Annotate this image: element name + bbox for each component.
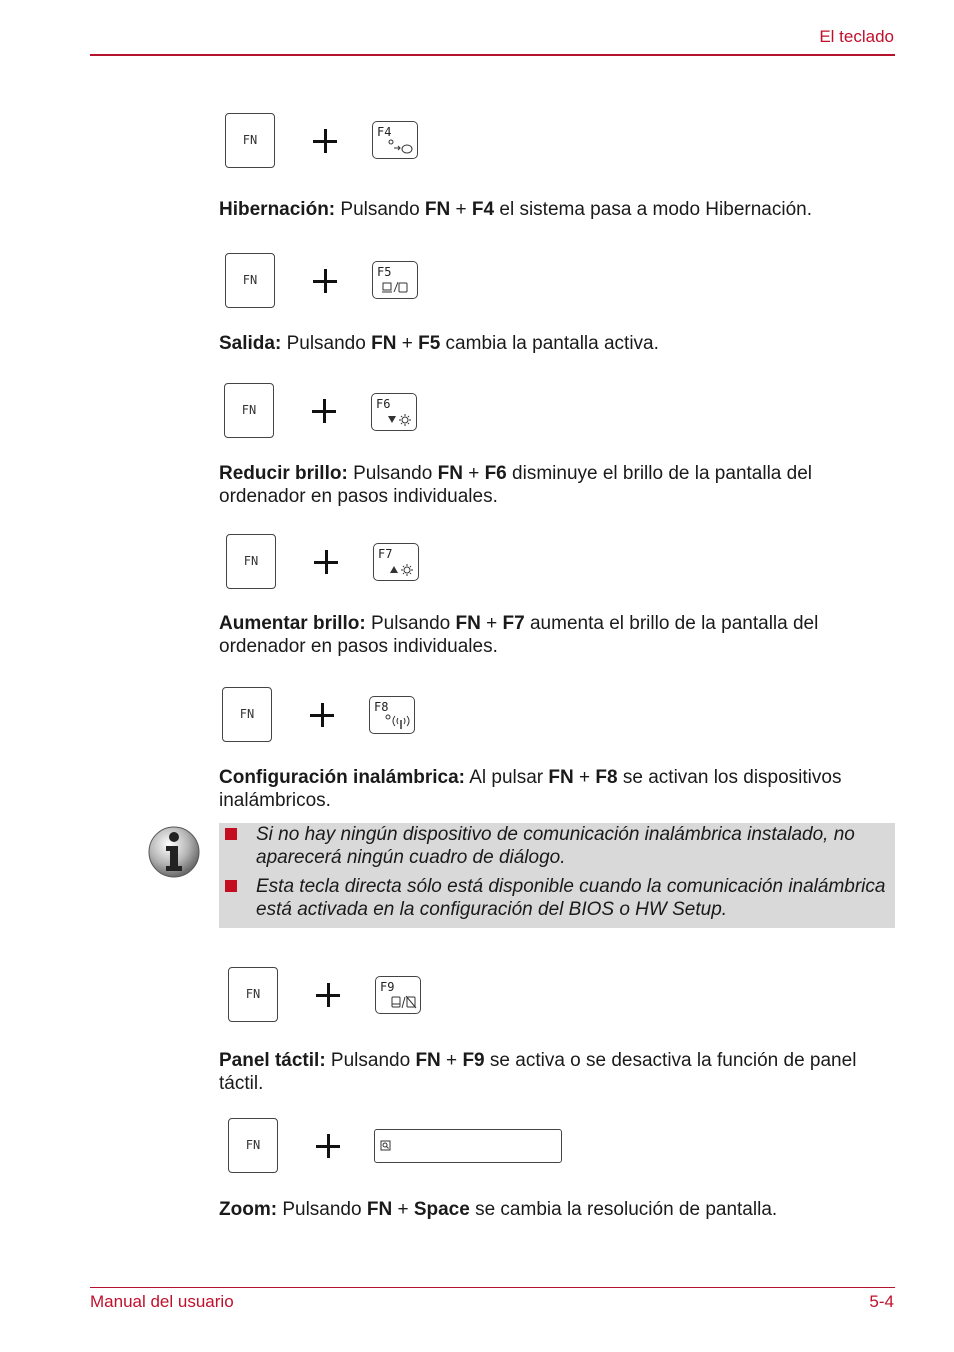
plus-icon [316, 983, 340, 1007]
f6-key-label: F6 [376, 397, 391, 411]
fn-key-label: FN [245, 987, 261, 1001]
note-box [219, 823, 895, 928]
note-text: Esta tecla directa sólo está disponible cuando la comunicación inalámbrica está activada en la configuración del BIOS o HW Setup. [256, 876, 886, 920]
info-icon [147, 825, 201, 879]
note-text: Si no hay ningún dispositivo de comunicación inalámbrica instalado, no aparecerá ningún cuadro de diálogo. [256, 824, 855, 868]
plus-icon [313, 129, 337, 153]
fn-key [224, 383, 274, 438]
display-switch-icon [377, 279, 413, 295]
fn-key-label: FN [241, 403, 257, 417]
term: Panel táctil: [219, 1050, 326, 1071]
fn-key [225, 113, 275, 168]
f9-key-label: F9 [380, 980, 395, 994]
wireless-icon [385, 714, 411, 730]
paragraph-configuracion-inalambrica: Configuración inalámbrica: Al pulsar FN + F8 se activan los dispositivos inalámbricos. [219, 767, 842, 811]
term: Configuración inalámbrica: [219, 767, 465, 788]
fn-key-label: FN [242, 273, 258, 287]
term: Aumentar brillo: [219, 613, 366, 634]
fn-key [225, 253, 275, 308]
term: Hibernación: [219, 199, 336, 220]
paragraph-salida: Salida: Pulsando FN + F5 cambia la pantalla activa. [219, 333, 659, 354]
paragraph-reducir-brillo: Reducir brillo: Pulsando FN + F6 disminuye el brillo de la pantalla del ordenador en pasos individuales. [219, 463, 812, 507]
fn-key-label: FN [243, 554, 259, 568]
term: Zoom: [219, 1199, 278, 1220]
plus-icon [310, 703, 334, 727]
fn-key-label: FN [245, 1138, 261, 1152]
paragraph-zoom: Zoom: Pulsando FN + Space se cambia la resolución de pantalla. [219, 1199, 778, 1220]
f5-key-label: F5 [377, 265, 392, 279]
f6-key [371, 393, 417, 431]
f8-key [369, 696, 415, 734]
plus-icon [316, 1134, 340, 1158]
fn-key-label: FN [239, 707, 255, 721]
f5-key [372, 261, 418, 299]
f7-key [373, 543, 419, 581]
f8-key-label: F8 [374, 700, 389, 714]
hibernate-icon [388, 139, 414, 155]
plus-icon [312, 399, 336, 423]
paragraph-hibernacion: Hibernación: Pulsando FN + F4 el sistema pasa a modo Hibernación. [219, 199, 812, 220]
header-rule [90, 54, 895, 56]
paragraph-aumentar-brillo: Aumentar brillo: Pulsando FN + F7 aumenta el brillo de la pantalla del ordenador en pasos individuales. [219, 613, 819, 657]
header-title: El teclado [819, 27, 894, 46]
footer-manual-title: Manual del usuario [90, 1292, 234, 1311]
term: Reducir brillo: [219, 463, 348, 484]
bullet-square [225, 828, 237, 840]
term: Salida: [219, 333, 282, 354]
f9-key [375, 976, 421, 1014]
fn-key [222, 687, 272, 742]
brightness-up-icon [389, 561, 415, 577]
zoom-icon [380, 1140, 392, 1152]
touchpad-icon [391, 994, 417, 1010]
bullet-square [225, 880, 237, 892]
space-key [374, 1129, 562, 1163]
f7-key-label: F7 [378, 547, 393, 561]
f4-key [372, 121, 418, 159]
brightness-down-icon [387, 411, 413, 427]
fn-key [226, 534, 276, 589]
plus-icon [313, 269, 337, 293]
f4-key-label: F4 [377, 125, 392, 139]
plus-icon [314, 550, 338, 574]
fn-key [228, 1118, 278, 1173]
fn-key-label: FN [242, 133, 258, 147]
footer-rule [90, 1287, 895, 1288]
fn-key [228, 967, 278, 1022]
paragraph-panel-tactil: Panel táctil: Pulsando FN + F9 se activa o se desactiva la función de panel táctil. [219, 1050, 857, 1094]
page-number: 5-4 [869, 1292, 894, 1311]
